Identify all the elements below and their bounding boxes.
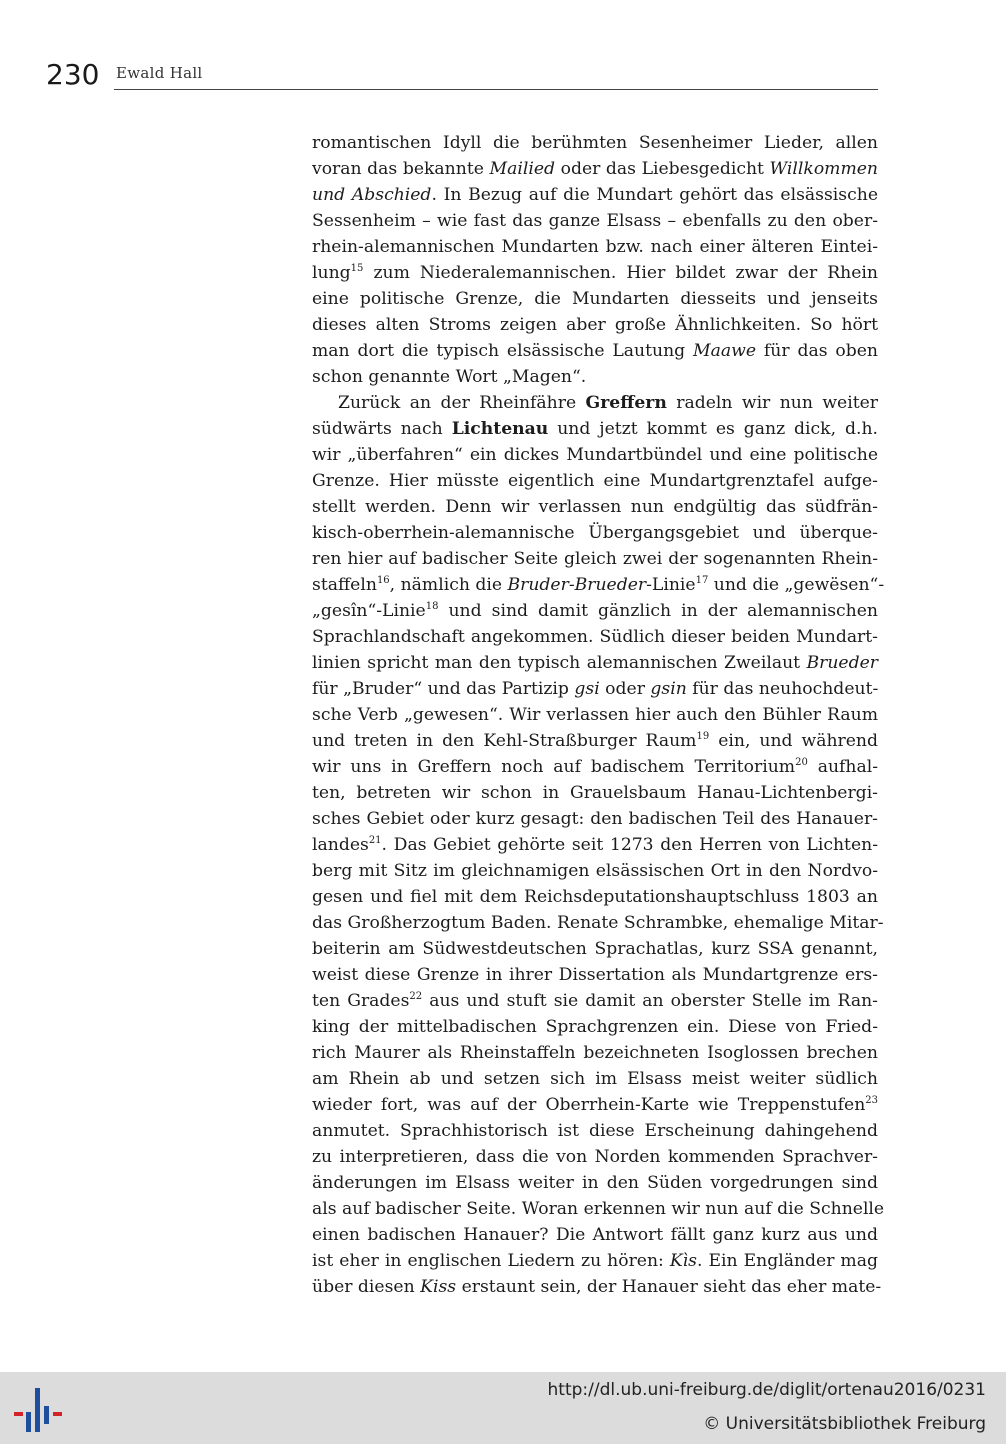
text-line: man dort die typisch elsässische Lautung Maawe für das oben — [312, 341, 878, 361]
text-line: beiterin am Südwestdeutschen Sprachatlas, kurz SSA genannt, — [312, 939, 878, 959]
running-head-author: Ewald Hall — [116, 64, 203, 82]
text-line: das Großherzogtum Baden. Renate Schrambke, ehemalige Mitar- — [312, 913, 884, 933]
text-line: king der mittelbadischen Sprachgrenzen ein. Diese von Fried- — [312, 1017, 878, 1037]
text-line: weist diese Grenze in ihrer Dissertation als Mundartgrenze ers- — [312, 965, 878, 985]
footer-url-link[interactable]: http://dl.ub.uni-freiburg.de/diglit/ortenau2016/0231 — [547, 1380, 986, 1400]
text-line: dieses alten Stroms zeigen aber große Ähnlichkeiten. So hört — [312, 315, 878, 335]
text-line: wir uns in Greffern noch auf badischem Territorium$^{20}$ aufhal- — [312, 757, 879, 777]
ub-freiburg-logo-icon — [12, 1384, 64, 1436]
text-line: Grenze. Hier müsste eigentlich eine Mundartgrenztafel aufge- — [312, 471, 878, 491]
text-line: romantischen Idyll die berühmten Sesenheimer Lieder, allen — [312, 133, 878, 153]
text-line: südwärts nach Lichtenau und jetzt kommt es ganz dick, d.h. — [312, 419, 878, 439]
text-line: schon genannte Wort „Magen“. — [312, 367, 587, 387]
text-line: ten, betreten wir schon in Grauelsbaum Hanau-Lichtenbergi- — [312, 783, 878, 803]
text-line: kisch-oberrhein-alemannische Übergangsgebiet und überque- — [312, 523, 878, 543]
text-line: Sprachlandschaft angekommen. Südlich dieser beiden Mundart- — [312, 627, 878, 647]
body-text — [312, 130, 885, 1300]
text-line: Zurück an der Rheinfähre Greffern radeln wir nun weiter — [338, 393, 878, 413]
text-line: rich Maurer als Rheinstaffeln bezeichneten Isoglossen brechen — [312, 1043, 878, 1063]
text-line: und treten in den Kehl-Straßburger Raum$^{19}$ ein, und während — [312, 731, 878, 751]
page-header — [46, 60, 878, 90]
text-line: über diesen Kiss erstaunt sein, der Hanauer sieht das eher mate- — [312, 1277, 882, 1297]
text-line: einen badischen Hanauer? Die Antwort fällt ganz kurz aus und — [312, 1225, 878, 1245]
header-rule — [114, 89, 878, 90]
footer-copyright: © Universitätsbibliothek Freiburg — [703, 1414, 986, 1434]
text-line: wir „überfahren“ ein dickes Mundartbündel und eine politische — [312, 445, 878, 465]
text-line: sche Verb „gewesen“. Wir verlassen hier auch den Bühler Raum — [312, 705, 878, 725]
text-line: und Abschied. In Bezug auf die Mundart gehört das elsässische — [312, 185, 878, 205]
text-line: rhein-alemannischen Mundarten bzw. nach einer älteren Eintei- — [312, 237, 878, 257]
text-line: eine politische Grenze, die Mundarten diesseits und jenseits — [312, 289, 878, 309]
text-line: für „Bruder“ und das Partizip gsi oder gsin für das neuhochdeut- — [312, 679, 879, 699]
text-line: wieder fort, was auf der Oberrhein-Karte wie Treppenstufen$^{23}$ — [312, 1095, 878, 1115]
footer-bar — [0, 1372, 1006, 1444]
text-line: ten Grades$^{22}$ aus und stuft sie damit an oberster Stelle im Ran- — [312, 991, 878, 1011]
text-line: sches Gebiet oder kurz gesagt: den badischen Teil des Hanauer- — [312, 809, 878, 829]
text-line: staffeln$^{16}$, nämlich die Bruder-Brueder-Linie$^{17}$ und die „gewësen“- — [312, 575, 885, 595]
text-line: am Rhein ab und setzen sich im Elsass meist weiter südlich — [312, 1069, 878, 1089]
text-line: Sessenheim – wie fast das ganze Elsass – ebenfalls zu den ober- — [312, 211, 878, 231]
text-line: „gesîn“-Linie$^{18}$ und sind damit gänzlich in der alemannischen — [312, 601, 878, 621]
text-line: stellt werden. Denn wir verlassen nun endgültig das südfrän- — [312, 497, 878, 517]
text-line: ist eher in englischen Liedern zu hören: Kìs. Ein Engländer mag — [312, 1251, 878, 1271]
text-line: änderungen im Elsass weiter in den Süden vorgedrungen sind — [312, 1173, 878, 1193]
text-line: landes$^{21}$. Das Gebiet gehörte seit 1273 den Herren von Lichten- — [312, 835, 878, 855]
page-number: 230 — [46, 58, 100, 91]
text-line: ren hier auf badischer Seite gleich zwei der sogenannten Rhein- — [312, 549, 878, 569]
text-line: zu interpretieren, dass die von Norden kommenden Sprachver- — [312, 1147, 878, 1167]
text-line: linien spricht man den typisch alemannischen Zweilaut Brueder — [312, 653, 878, 673]
text-line: lung$^{15}$ zum Niederalemannischen. Hier bildet zwar der Rhein — [312, 263, 878, 283]
text-line: voran das bekannte Mailied oder das Liebesgedicht Willkommen — [312, 159, 879, 179]
text-line: gesen und fiel mit dem Reichsdeputationshauptschluss 1803 an — [312, 887, 878, 907]
text-line: berg mit Sitz im gleichnamigen elsässischen Ort in den Nordvo- — [312, 861, 878, 881]
text-line: als auf badischer Seite. Woran erkennen wir nun auf die Schnelle — [312, 1199, 885, 1219]
text-line: anmutet. Sprachhistorisch ist diese Erscheinung dahingehend — [312, 1121, 878, 1141]
